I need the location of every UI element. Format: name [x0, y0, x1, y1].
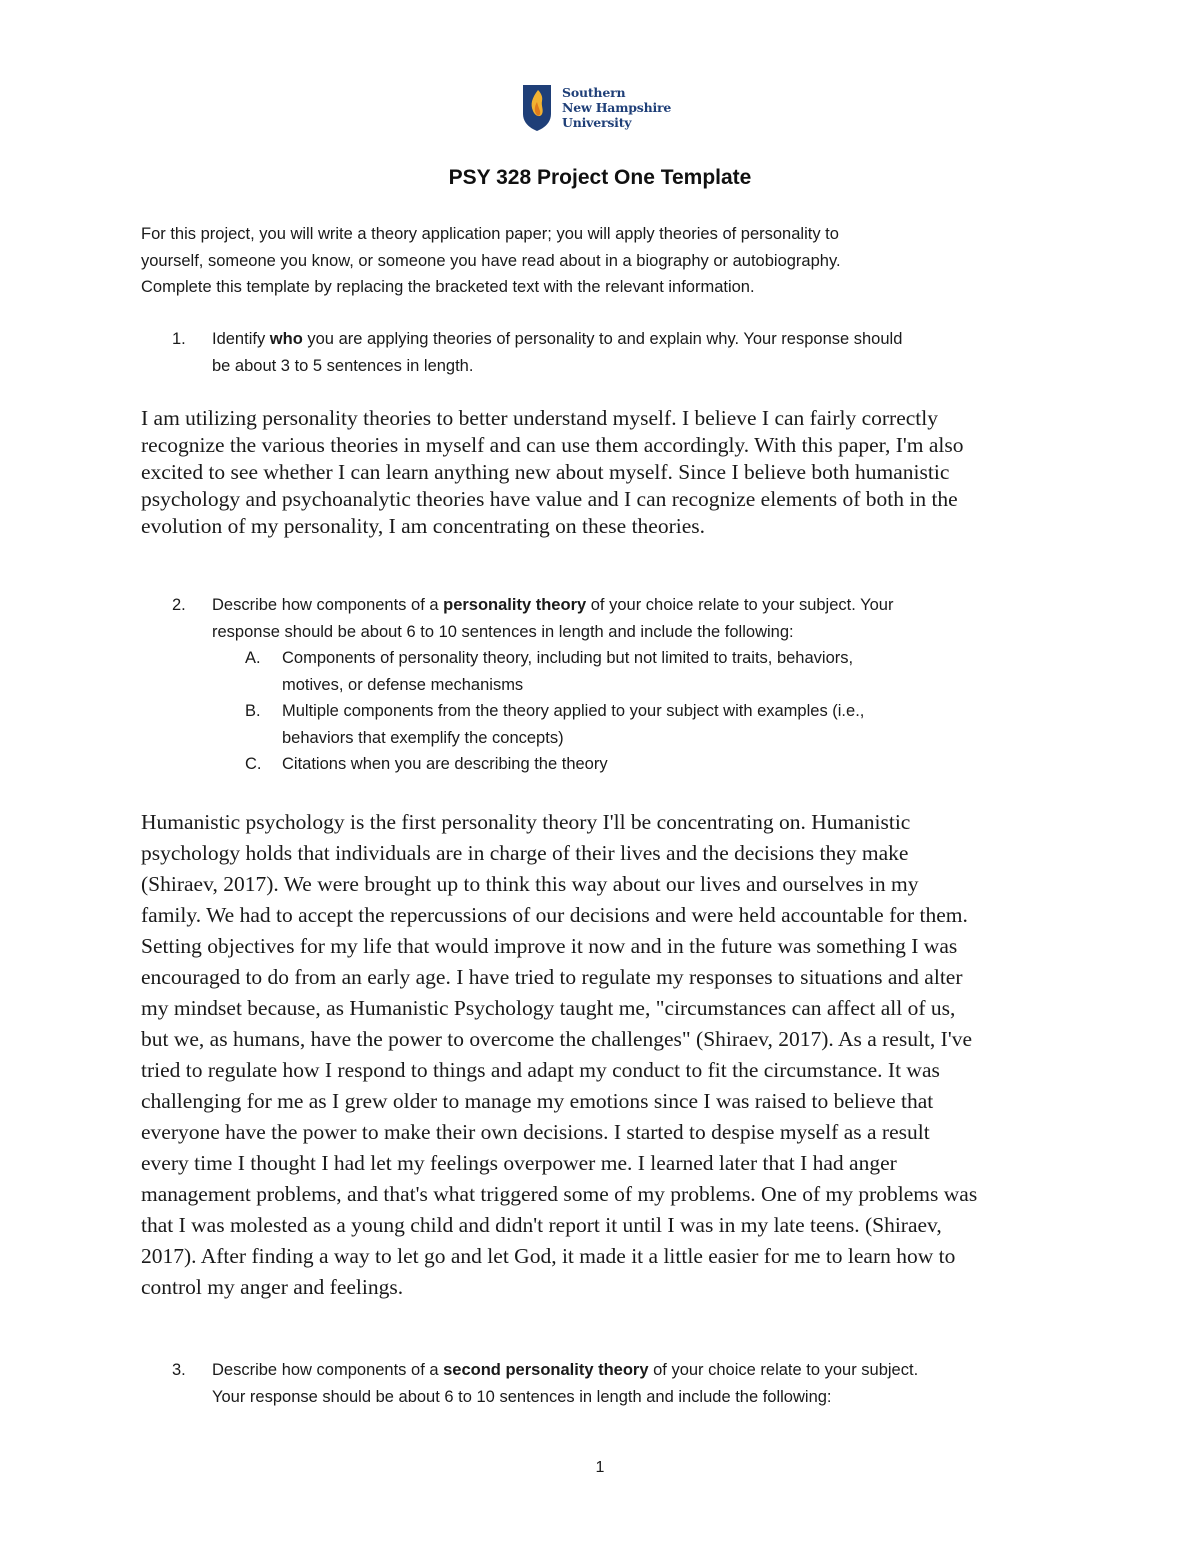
response-line: my mindset because, as Humanistic Psychology taught me, "circumstances can affect all of us,	[141, 996, 956, 1020]
question-number: 3.	[172, 1361, 186, 1379]
sub-item-line: motives, or defense mechanisms	[282, 675, 524, 694]
sub-item-letter: A.	[245, 649, 261, 667]
response-line: tried to regulate how I respond to things and adapt my conduct to fit the circumstance. It was	[141, 1058, 940, 1082]
response-line: 2017). After finding a way to let go and let God, it made it a little easier for me to learn how to	[141, 1244, 956, 1268]
response-line: encouraged to do from an early age. I have tried to regulate my responses to situations and alter	[141, 965, 963, 989]
document-title: PSY 328 Project One Template	[448, 166, 752, 189]
question-line: Describe how components of a personality theory of your choice relate to your subject. Your	[212, 596, 894, 614]
question-number: 1.	[172, 330, 186, 348]
response-line: every time I thought I had let my feelings overpower me. I learned later that I had anger	[141, 1151, 897, 1175]
shield-flame-icon	[522, 84, 552, 132]
response-line: everyone have the power to make their own decisions. I started to despise myself as a result	[141, 1120, 930, 1144]
response-1	[141, 405, 1071, 540]
response-line: psychology and psychoanalytic theories have value and I can recognize elements of both in the	[141, 487, 958, 511]
response-line: (Shiraev, 2017). We were brought up to think this way about our lives and ourselves in my	[141, 872, 919, 896]
response-line: psychology holds that individuals are in charge of their lives and the decisions they make	[141, 841, 909, 865]
sub-item-line: Components of personality theory, including but not limited to traits, behaviors,	[282, 649, 854, 667]
response-line: family. We had to accept the repercussions of our decisions and were held accountable for them.	[141, 903, 968, 927]
sub-item-letter: C.	[245, 755, 262, 773]
logo-wordmark	[562, 85, 671, 130]
sub-item-c	[245, 751, 1075, 778]
logo-line-3: University	[562, 115, 632, 130]
intro-line: For this project, you will write a theory application paper; you will apply theories of personality to	[141, 225, 839, 243]
logo-line-1: Southern	[562, 85, 626, 100]
response-line: that I was molested as a young child and didn't report it until I was in my late teens. (Shiraev,	[141, 1213, 942, 1237]
response-line: but we, as humans, have the power to overcome the challenges" (Shiraev, 2017). As a result, I've	[141, 1027, 972, 1051]
response-line: management problems, and that's what triggered some of my problems. One of my problems was	[141, 1182, 978, 1206]
sub-item-line: Citations when you are describing the theory	[282, 755, 608, 773]
emphasis: second personality theory	[443, 1361, 649, 1379]
response-line: evolution of my personality, I am concentrating on these theories.	[141, 514, 706, 538]
question-3	[172, 1357, 1072, 1410]
response-line: control my anger and feelings.	[141, 1275, 404, 1299]
sub-item-line: Multiple components from the theory applied to your subject with examples (i.e.,	[282, 702, 865, 720]
logo-line-2: New Hampshire	[562, 100, 672, 115]
response-line: recognize the various theories in myself and can use them accordingly. With this paper, I'm also	[141, 433, 964, 457]
question-number: 2.	[172, 596, 186, 614]
emphasis: who	[269, 330, 303, 348]
question-2	[172, 592, 1072, 645]
response-line: Humanistic psychology is the first personality theory I'll be concentrating on. Humanistic	[141, 810, 911, 834]
response-line: excited to see whether I can learn anything new about myself. Since I believe both humanistic	[141, 460, 950, 484]
emphasis: personality theory	[443, 596, 587, 614]
sub-item-a	[245, 645, 1075, 698]
sub-item-b	[245, 698, 1075, 751]
response-line: Setting objectives for my life that would improve it now and in the future was something I was	[141, 934, 958, 958]
intro-paragraph	[141, 221, 1061, 301]
response-2	[141, 807, 1071, 1303]
response-line: challenging for me as I grew older to manage my emotions since I was raised to believe that	[141, 1089, 934, 1113]
university-logo	[522, 84, 692, 134]
sub-item-line: behaviors that exemplify the concepts)	[282, 728, 564, 747]
page-number: 1	[595, 1459, 605, 1476]
intro-line: yourself, someone you know, or someone you have read about in a biography or autobiography.	[141, 251, 841, 270]
intro-line: Complete this template by replacing the bracketed text with the relevant information.	[141, 278, 755, 296]
question-line: response should be about 6 to 10 sentences in length and include the following:	[212, 622, 794, 641]
question-line: Your response should be about 6 to 10 sentences in length and include the following:	[212, 1387, 832, 1406]
response-line: I am utilizing personality theories to better understand myself. I believe I can fairly correctly	[141, 406, 939, 430]
question-line: be about 3 to 5 sentences in length.	[212, 356, 474, 375]
question-line: Describe how components of a second personality theory of your choice relate to your subject.	[212, 1361, 919, 1379]
question-1	[172, 326, 1072, 379]
question-line: Identify who you are applying theories of personality to and explain why. Your response should	[212, 330, 903, 348]
sub-item-letter: B.	[245, 702, 261, 720]
